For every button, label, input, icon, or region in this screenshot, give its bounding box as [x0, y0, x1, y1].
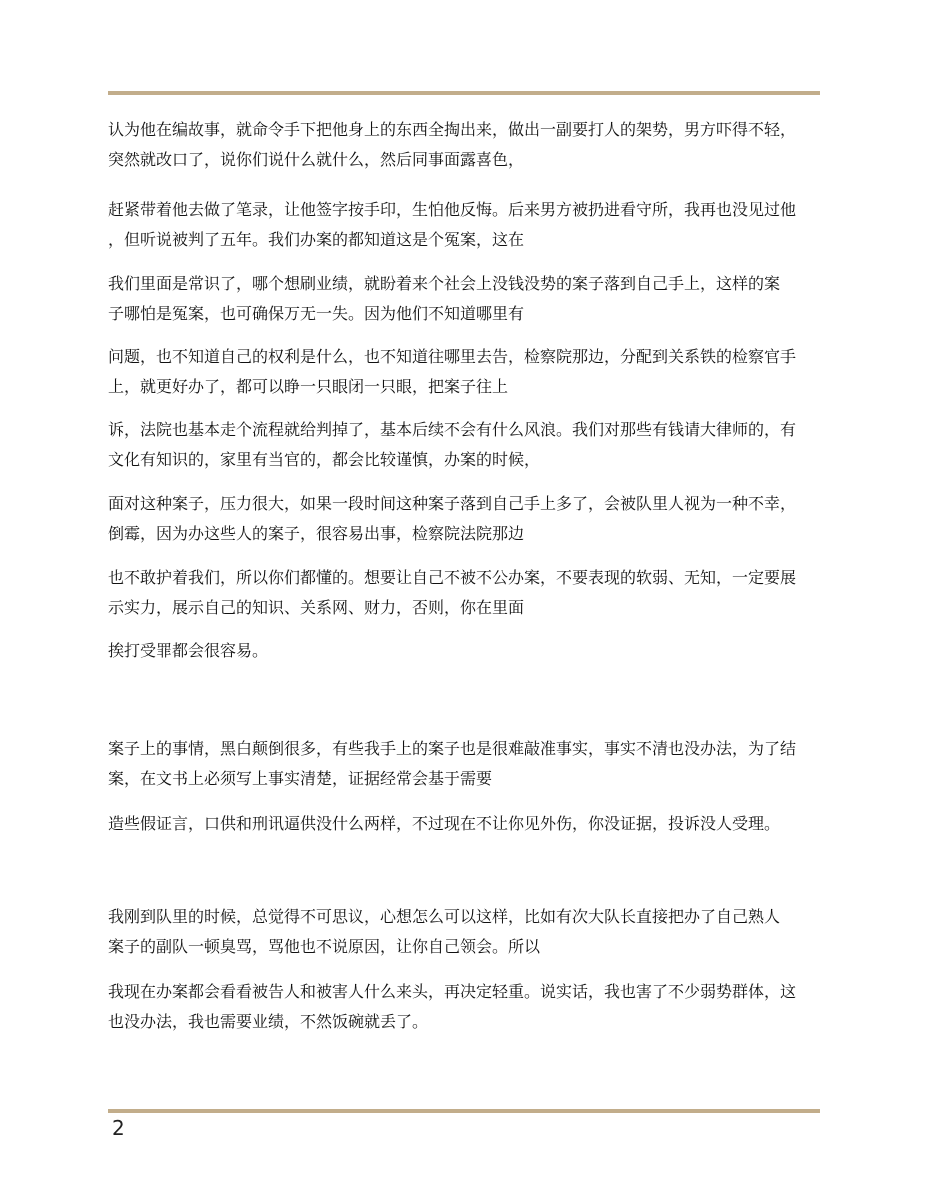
text-line: 也不敢护着我们，所以你们都懂的。想要让自己不被不公办案，不要表现的软弱、无知，一定要展 [108, 568, 797, 587]
text-line: 倒霉，因为办这些人的案子，很容易出事，检察院法院那边 [108, 524, 525, 543]
paragraph [108, 902, 780, 962]
text-line: 案，在文书上必须写上事实清楚，证据经常会基于需要 [108, 769, 493, 788]
text-line: 子哪怕是冤案，也可确保万无一失。因为他们不知道哪里有 [108, 304, 525, 323]
paragraph [108, 489, 796, 549]
text-line: 认为他在编故事，就命令手下把他身上的东西全掏出来，做出一副要打人的架势，男方吓得不轻， [108, 120, 797, 139]
text-line: 诉，法院也基本走个流程就给判掉了，基本后续不会有什么风浪。我们对那些有钱请大律师的，有 [108, 420, 797, 439]
header-rule [108, 91, 820, 95]
text-line: 问题，也不知道自己的权利是什么，也不知道往哪里去告，检察院那边，分配到关系铁的检察官手 [108, 347, 797, 366]
text-line: 文化有知识的，家里有当官的，都会比较谨慎，办案的时候， [108, 450, 541, 469]
paragraph [108, 415, 796, 475]
text-line: 挨打受罪都会很容易。 [108, 641, 269, 660]
text-line: 我们里面是常识了，哪个想刷业绩，就盼着来个社会上没钱没势的案子落到自己手上，这样的案 [108, 274, 781, 293]
paragraph [108, 977, 796, 1037]
page-number: 2 [112, 1116, 125, 1140]
text-line: 案子的副队一顿臭骂，骂他也不说原因，让你自己领会。所以 [108, 937, 541, 956]
text-line: 上，就更好办了，都可以睁一只眼闭一只眼，把案子往上 [108, 377, 509, 396]
text-line: 面对这种案子，压力很大，如果一段时间这种案子落到自己手上多了，会被队里人视为一种不幸， [108, 494, 797, 513]
paragraph [108, 636, 268, 666]
paragraph [108, 809, 780, 839]
paragraph [108, 563, 796, 623]
paragraph [108, 342, 796, 402]
text-line: 赶紧带着他去做了笔录，让他签字按手印，生怕他反悔。后来男方被扔进看守所，我再也没见过他 [108, 200, 797, 219]
text-line: 我现在办案都会看看被告人和被害人什么来头，再决定轻重。说实话，我也害了不少弱势群体，这 [108, 982, 797, 1001]
paragraph [108, 115, 796, 175]
paragraph [108, 195, 796, 255]
text-line: 示实力，展示自己的知识、关系网、财力，否则，你在里面 [108, 598, 525, 617]
text-line: 案子上的事情，黑白颠倒很多，有些我手上的案子也是很难敲准事实，事实不清也没办法，为了结 [108, 739, 797, 758]
text-line: ，但听说被判了五年。我们办案的都知道这是个冤案，这在 [108, 230, 525, 249]
footer-rule [108, 1109, 820, 1113]
text-line: 也没办法，我也需要业绩，不然饭碗就丢了。 [108, 1012, 429, 1031]
text-line: 我刚到队里的时候，总觉得不可思议，心想怎么可以这样，比如有次大队长直接把办了自己熟人 [108, 907, 781, 926]
paragraph [108, 734, 796, 794]
text-line: 突然就改口了，说你们说什么就什么，然后同事面露喜色， [108, 150, 525, 169]
text-line: 造些假证言，口供和刑讯逼供没什么两样，不过现在不让你见外伤，你没证据，投诉没人受理。 [108, 814, 781, 833]
paragraph [108, 269, 780, 329]
